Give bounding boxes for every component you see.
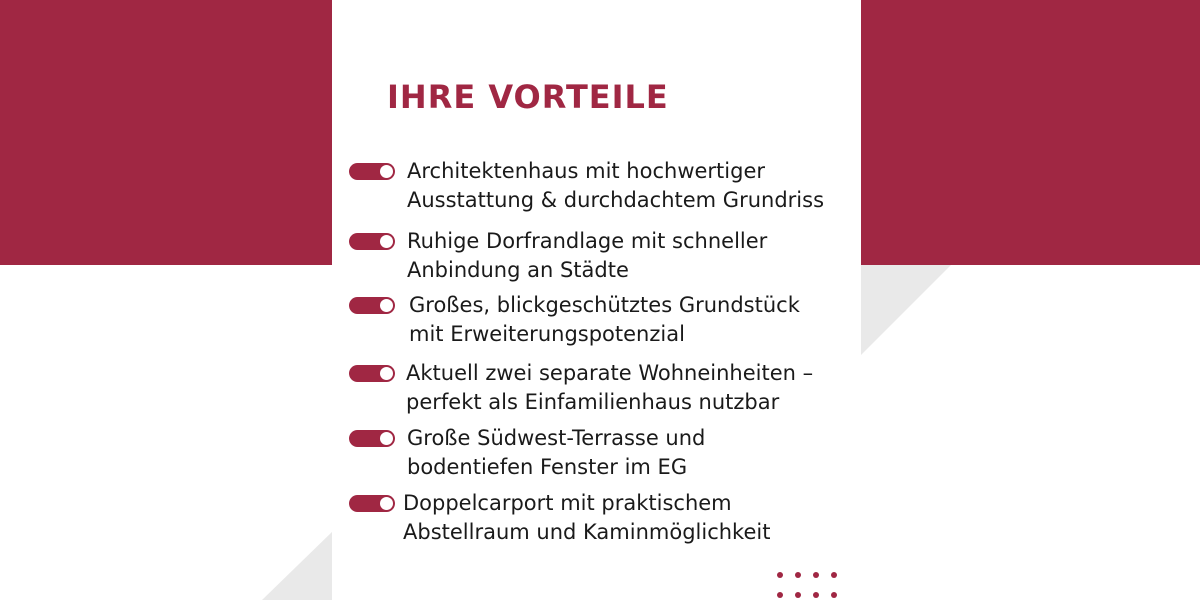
toggle-icon: [349, 233, 395, 250]
toggle-icon: [349, 430, 395, 447]
card-shadow-left: [262, 530, 334, 600]
dot-grid-icon: [777, 572, 839, 598]
benefit-item: [349, 291, 800, 349]
benefit-item: [349, 227, 767, 285]
toggle-icon: [349, 163, 395, 180]
benefit-text: Große Südwest-Terrasse und bodentiefen Fenster im EG: [407, 426, 706, 479]
benefit-text: Architektenhaus mit hochwertiger Ausstattung & durchdachtem Grundriss: [407, 159, 825, 212]
benefit-text: Großes, blickgeschütztes Grundstück mit Erweiterungspotenzial: [409, 293, 800, 346]
benefit-text: Doppelcarport mit praktischem Abstellraum und Kaminmöglichkeit: [403, 491, 771, 544]
toggle-icon: [349, 495, 395, 512]
card-shadow-right: [861, 265, 951, 355]
benefit-item: [349, 359, 813, 417]
benefit-item: [349, 489, 770, 547]
benefit-item: [349, 424, 705, 482]
toggle-icon: [349, 365, 395, 382]
benefit-text: Ruhige Dorfrandlage mit schneller Anbindung an Städte: [407, 229, 768, 282]
toggle-icon: [349, 297, 395, 314]
page-title: IHRE VORTEILE: [387, 78, 669, 116]
benefit-text: Aktuell zwei separate Wohneinheiten – perfekt als Einfamilienhaus nutzbar: [406, 361, 814, 414]
benefit-item: [349, 157, 824, 215]
